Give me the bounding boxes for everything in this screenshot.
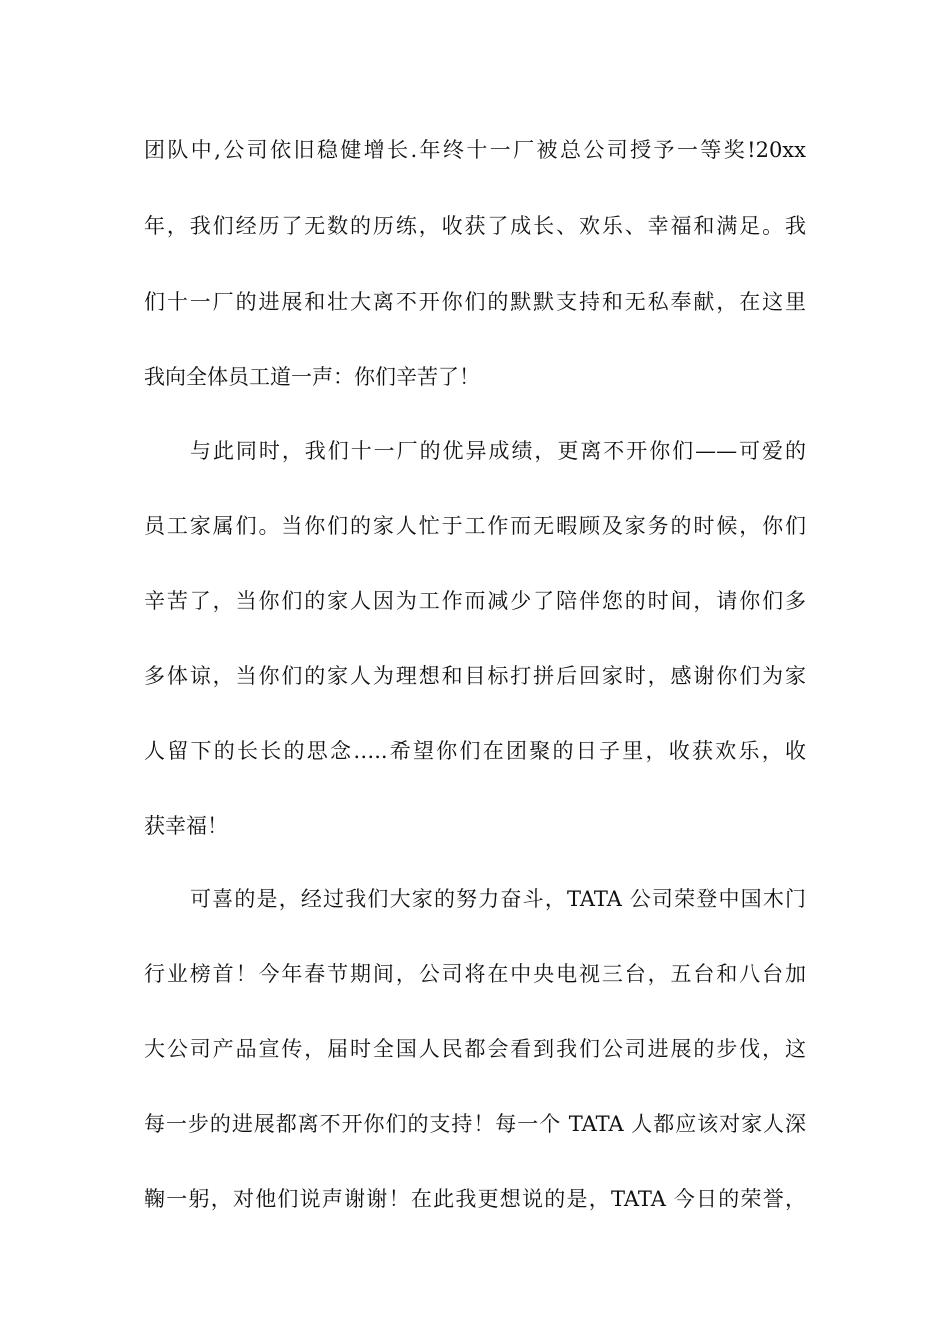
body-text-line: 员工家属们。当你们的家人忙于工作而无暇顾及家务的时候，你们 — [144, 514, 806, 538]
body-text-line: 鞠一躬，对他们说声谢谢！在此我更想说的是，TATA 今日的荣誉， — [144, 1187, 806, 1211]
body-text-line: 辛苦了，当你们的家人因为工作而减少了陪伴您的时间，请你们多 — [144, 589, 806, 613]
body-text-line: 大公司产品宣传，届时全国人民都会看到我们公司进展的步伐，这 — [144, 1037, 806, 1061]
body-text-line: 年，我们经历了无数的历练，收获了成长、欢乐、幸福和满足。我 — [144, 214, 806, 238]
body-text-line: 可喜的是，经过我们大家的努力奋斗，TATA 公司荣登中国木门 — [190, 887, 806, 911]
body-text-line: 多体谅，当你们的家人为理想和目标打拼后回家时，感谢你们为家 — [144, 664, 806, 688]
body-text-line: 我向全体员工道一声：你们辛苦了！ — [144, 365, 480, 389]
body-text-line: 获幸福！ — [144, 814, 228, 838]
body-text-line: 人留下的长长的思念…..希望你们在团聚的日子里，收获欢乐，收 — [144, 739, 806, 763]
body-text-line: 行业榜首！今年春节期间，公司将在中央电视三台，五台和八台加 — [144, 962, 806, 986]
body-text-line: 与此同时，我们十一厂的优异成绩，更离不开你们——可爱的 — [190, 439, 806, 463]
body-text-line: 团队中,公司依旧稳健增长.年终十一厂被总公司授予一等奖!20xx — [144, 138, 806, 162]
body-text-line: 每一步的进展都离不开你们的支持！每一个 TATA 人都应该对家人深 — [144, 1112, 806, 1136]
body-text-line: 们十一厂的进展和壮大离不开你们的默默支持和无私奉献，在这里 — [144, 290, 806, 314]
